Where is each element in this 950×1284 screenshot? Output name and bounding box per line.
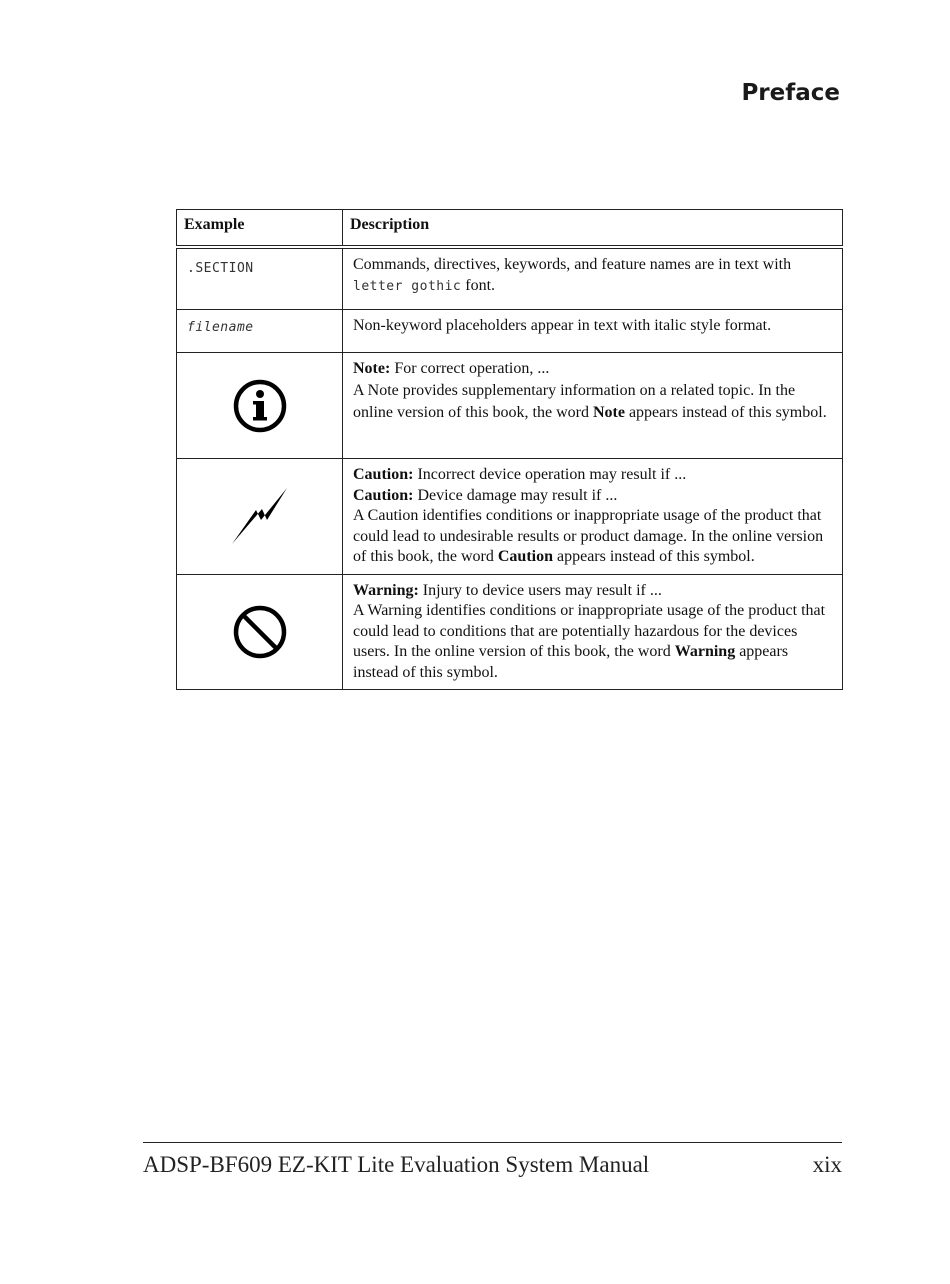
table-header-row bbox=[177, 210, 843, 248]
warning-label: Warning: bbox=[353, 581, 419, 599]
table-row bbox=[177, 459, 843, 575]
description-section: Commands, directives, keywords, and feature names are in text with letter gothic font. bbox=[343, 247, 843, 310]
info-icon bbox=[233, 379, 287, 433]
column-header-description: Description bbox=[343, 210, 843, 248]
table-row bbox=[177, 247, 843, 310]
description-note: Note: For correct operation, ... A Note provides supplementary information on a related topic. In the online version of this book, the word Note appears instead of this symbol. bbox=[343, 353, 843, 459]
example-section: .SECTION bbox=[187, 261, 254, 276]
prohibition-icon bbox=[232, 604, 288, 660]
description-caution: Caution: Incorrect device operation may result if ... Caution: Device damage may result if ... A Caution identifies conditions or inappropriate usage of the product that could lead to undesirable results or product damage. In the online version of this book, the word Caution appears instead of this symbol. bbox=[343, 459, 843, 575]
page-header-title: Preface bbox=[741, 80, 840, 106]
example-filename: filename bbox=[187, 320, 254, 335]
table-row bbox=[177, 310, 843, 353]
lightning-bolt-icon bbox=[230, 486, 290, 546]
caution-label: Caution: bbox=[353, 466, 414, 483]
letter-gothic-sample: letter gothic bbox=[353, 278, 462, 294]
description-filename: Non-keyword placeholders appear in text with italic style format. bbox=[343, 310, 843, 353]
column-header-example: Example bbox=[177, 210, 343, 248]
footer-manual-title: ADSP-BF609 EZ-KIT Lite Evaluation System Manual bbox=[143, 1152, 650, 1177]
table-row bbox=[177, 353, 843, 459]
description-warning: Warning: Injury to device users may result if ... A Warning identifies conditions or inappropriate usage of the product that could lead to conditions that are potentially hazardous for the devices users. In the online version of this book, the word Warning appears instead of this symbol. bbox=[343, 574, 843, 690]
note-label: Note: bbox=[353, 360, 391, 377]
footer-divider bbox=[143, 1142, 842, 1143]
table-row bbox=[177, 574, 843, 690]
footer-page-number: xix bbox=[812, 1152, 842, 1177]
caution-label: Caution: bbox=[353, 486, 414, 504]
conventions-table bbox=[176, 209, 843, 690]
